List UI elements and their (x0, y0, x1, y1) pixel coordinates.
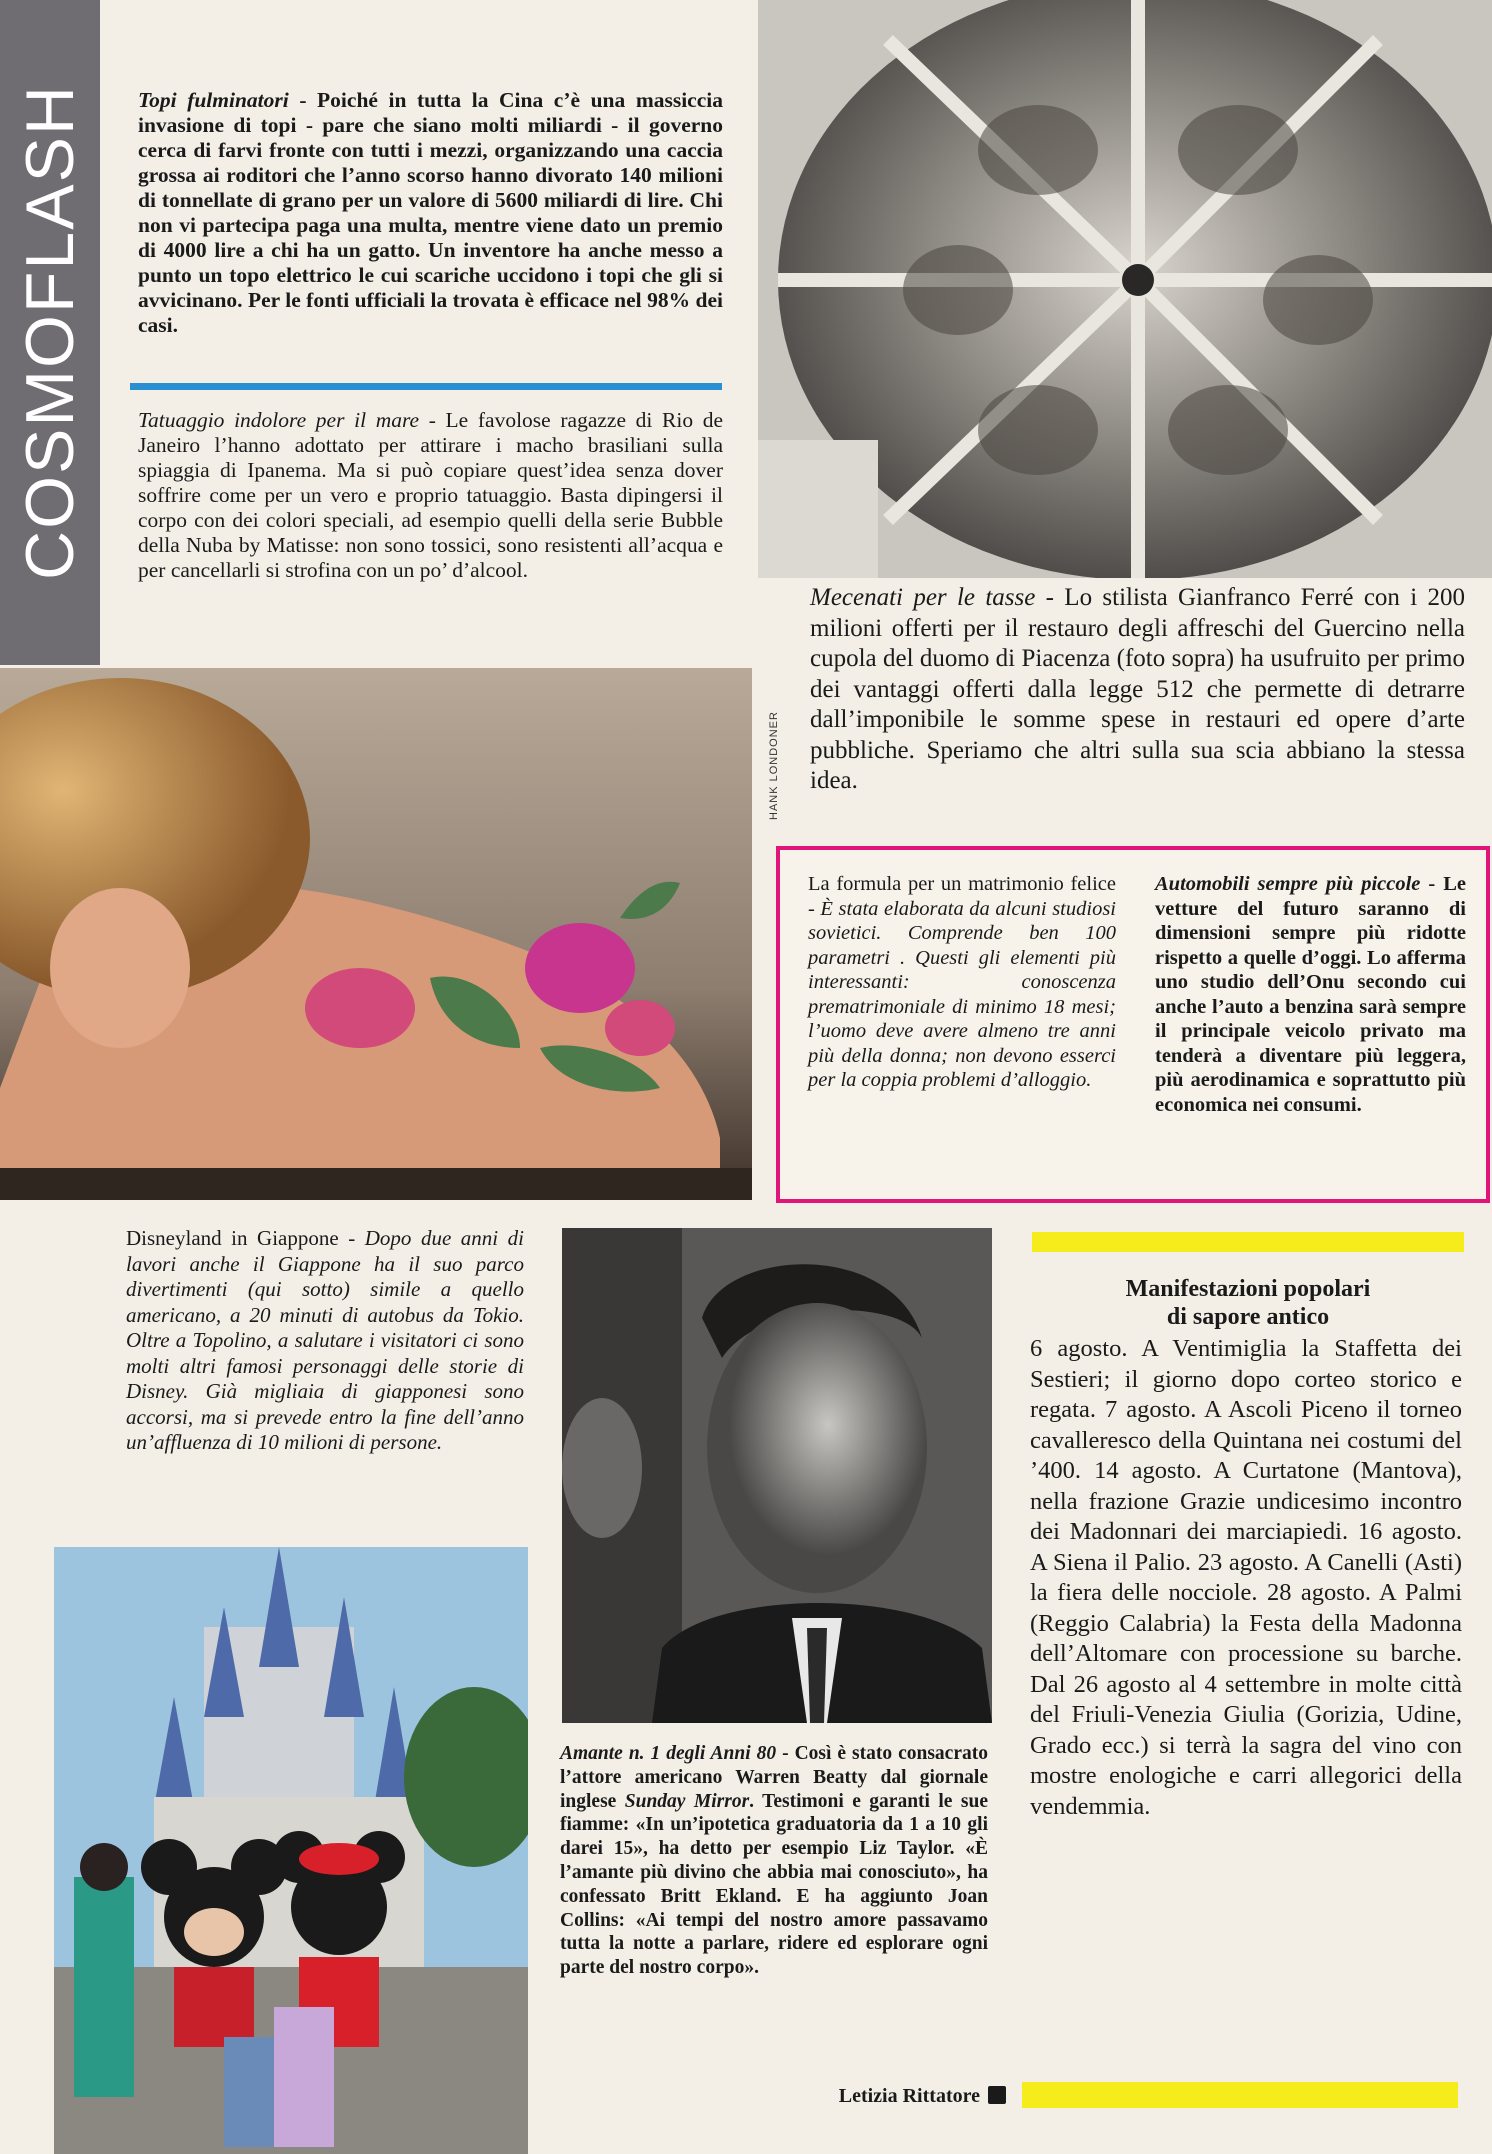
section-label: COSMOFLASH (12, 83, 88, 581)
body-paint-model-photo (0, 668, 752, 1200)
article-topi-title: Topi fulminatori (138, 88, 289, 112)
article-amante-body1: - Così è stato consacrato l’attore americano Warren Beatty dal giornale inglese (560, 1743, 988, 1812)
section-sidebar (0, 0, 100, 665)
article-matrimonio (808, 872, 1116, 1093)
article-mecenati-body: - Lo stilista Gianfranco Ferré con i 200 milioni offerti per il restauro degli affreschi del Guercino nella cupola del duomo di Piacenza (foto sopra) ha usufruito per primo dei vantaggi offerti dalla legge 512 che permette di detrarre dall’imponibile le somme spese in restauri ed opere d’arte pubbliche. Speriamo che altri sulla sua scia abbiano la stessa idea. (810, 584, 1466, 794)
manifestazioni-body: 6 agosto. A Ventimiglia la Staffetta dei Sestieri; il giorno dopo corteo storico e regata. 7 agosto. A Ascoli Piceno il torneo cavalleresco della Quintana nei costumi del ’400. 14 agosto. A Curtatone (Mantova), nella frazione Grazie undicesimo incontro dei Madonnari dei marciapiedi. 16 agosto. A Siena il Palio. 23 agosto. A Canelli (Asti) la fiera delle nocciole. 28 agosto. A Palmi (Reggio Calabria) la Festa della Madonna dell’Altomare con processione su barche. Dal 26 agosto al 4 settembre in molte città del Friuli-Venezia Giulia (Gorizia, Udine, Grado ecc.) si terrà la sagra del vino con mostre enologiche e carri allegorici della vendemmia. (1030, 1335, 1462, 1820)
article-automobili (1155, 872, 1466, 1117)
article-manifestazioni (1030, 1334, 1462, 1822)
article-amante-paper: Sunday Mirror (624, 1790, 750, 1812)
article-amante-body2: . Testimoni e garanti le sue fiamme: «In un’ipotetica graduatoria da 1 a 10 gli darei 15», ha detto per esempio Liz Taylor. «È l’amante più divino che abbia mai conosciuto», ha confessato Britt Ekland. E ha aggiunto Joan Collins: «Ai tempi del nostro amore passavamo tutta la notte a parlare, ridere ed esplorare ogni parte del nostro corpo». (560, 1790, 988, 1979)
article-tatuaggio (138, 408, 723, 583)
article-matrimonio-title: La formula per un matrimonio felice (808, 873, 1116, 895)
article-mecenati-title: Mecenati per le tasse (810, 584, 1036, 611)
manifestazioni-title-line1: Manifestazioni popolari (1125, 1276, 1371, 1302)
article-automobili-title: Automobili sempre più piccole (1155, 873, 1421, 895)
article-mecenati (810, 583, 1465, 797)
yellow-rule-bottom (1022, 2082, 1458, 2108)
article-automobili-body: - Le vetture del futuro saranno di dimensioni sempre più ridotte rispetto a quelle d’oggi. Lo afferma uno studio dell’Onu secondo cui anche l’auto a benzina sarà sempre il principale veicolo privato ma tenderà a diventare più leggera, più aerodinamica e soprattutto più economica nei consumi. (1155, 873, 1467, 1116)
photo-credit: HANK LONDONER (768, 711, 780, 820)
manifestazioni-title-line2: di sapore antico (1166, 1304, 1330, 1330)
blue-divider (130, 383, 722, 390)
yellow-rule-top (1032, 1232, 1464, 1252)
dome-fresco-photo (758, 0, 1492, 578)
article-topi (138, 88, 723, 338)
article-disneyland (126, 1226, 524, 1456)
warren-beatty-photo (562, 1228, 992, 1723)
article-tatuaggio-title: Tatuaggio indolore per il mare (138, 408, 420, 432)
article-tatuaggio-body: - Le favolose ragazze di Rio de Janeiro l’hanno adottato per attirare i macho brasiliani sulla spiaggia di Ipanema. Ma si può copiare quest’idea senza dover soffrire come per un vero e proprio tatuaggio. Basta dipingersi il corpo con dei colori speciali, ad esempio quelli della serie Bubble della Nuba by Matisse: non sono tossici, sono resistenti all’acqua e per cancellarli si strofina con un po’ d’alcool. (138, 408, 724, 582)
manifestazioni-title (1032, 1275, 1464, 1331)
article-disneyland-body: - Dopo due anni di lavori anche il Giappone ha il suo parco divertimenti (qui sotto) simile a quello americano, a 20 minuti di autobus da Tokio. Oltre a Topolino, a salutare i visitatori ci sono molti altri famosi personaggi delle storie di Disney. Già migliaia di giapponesi sono accorsi, ma si prevede entro la fine dell’anno un’affluenza di 10 milioni di persone. (126, 1226, 524, 1454)
article-amante-title: Amante n. 1 degli Anni 80 (560, 1743, 777, 1764)
tokyo-disneyland-photo (54, 1547, 528, 2154)
cosmo-logo-icon (988, 2086, 1006, 2104)
article-matrimonio-body: - È stata elaborata da alcuni studiosi sovietici. Comprende ben 100 parametri . Questi gli elementi più interessanti: conoscenza prematrimoniale di minimo 18 mesi; l’uomo deve avere almeno tre anni più della donna; non devono esserci per la coppia problemi d’alloggio. (808, 897, 1116, 1091)
article-disneyland-title: Disneyland in Giappone (126, 1226, 339, 1250)
author-signature (786, 2085, 1006, 2108)
article-amante (560, 1742, 988, 1980)
article-topi-body: - Poiché in tutta la Cina c’è una massiccia invasione di topi - pare che siano molti miliardi - il governo cerca di farvi fronte con tutti i mezzi, organizzando una caccia grossa ai roditori che l’anno scorso hanno divorato 140 milioni di tonnellate di grano per un valore di 5600 miliardi di lire. Chi non vi partecipa paga una multa, mentre viene dato un premio di 4000 lire a chi ha un gatto. Un inventore ha anche messo a punto un topo elettrico le cui scariche uccidono i topi che gli si avvicinano. Per le fonti ufficiali la trovata è efficace nel 98% dei casi. (138, 88, 723, 337)
signature-name: Letizia Rittatore (838, 2085, 980, 2107)
